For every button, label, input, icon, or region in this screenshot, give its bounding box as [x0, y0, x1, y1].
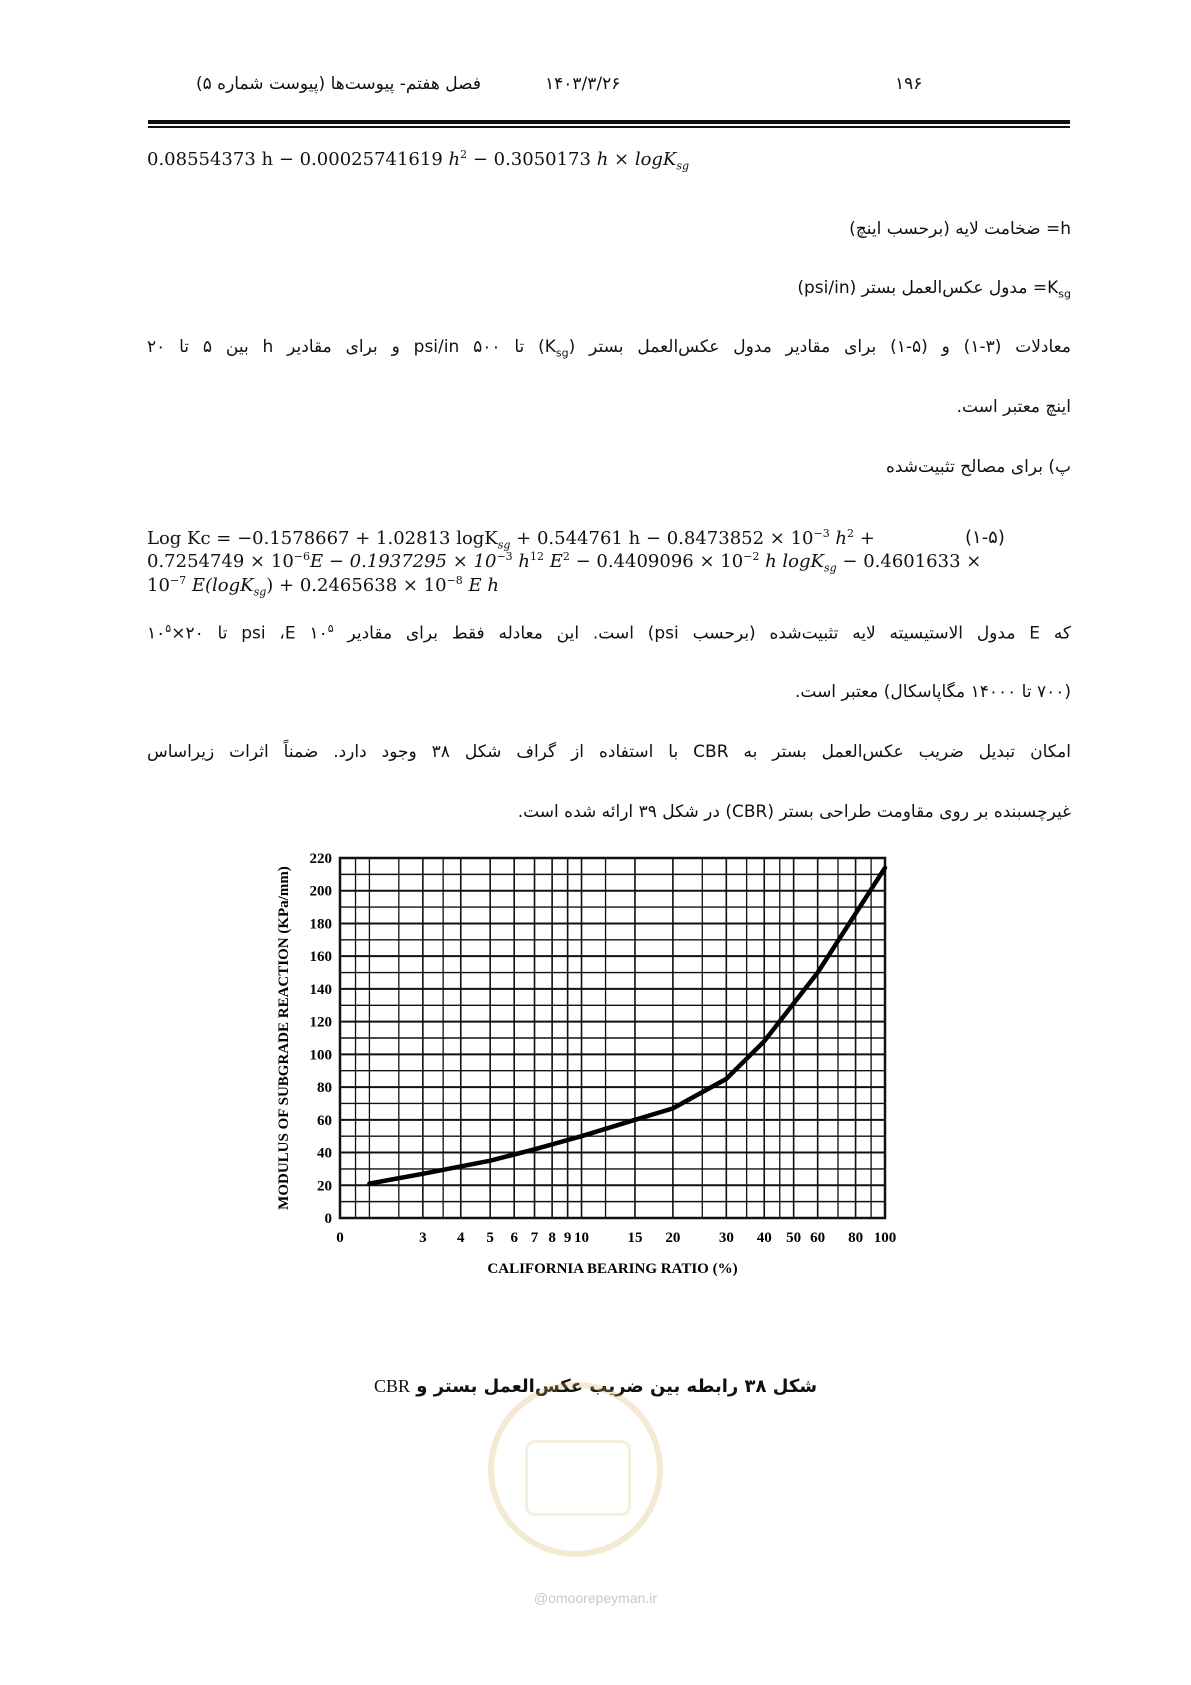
header-rule-thin — [148, 126, 1070, 128]
definition-ksg: $K_{sg}=$ مدول عکس‌العمل بستر (psi/in) — [797, 278, 1071, 301]
page-number: ۱۹۶ — [895, 74, 923, 94]
y-tick-label: 220 — [309, 851, 332, 867]
header-chapter: فصل هفتم- پیوست‌ها (پیوست شماره ۵) — [196, 74, 481, 94]
header-rule-thick — [148, 120, 1070, 124]
watermark-text: @omoorepeyman.ir — [533, 1590, 658, 1606]
x-tick-label: 7 — [530, 1230, 539, 1246]
definition-h: h= ضخامت لایه (برحسب اینچ) — [849, 219, 1071, 239]
x-tick-label: 100 — [873, 1230, 897, 1246]
equation-main-line-3: $10^{-7}$ $E(\log K_{sg}) + 0.2465638 \times 10^{-8}$ E h — [147, 574, 499, 599]
y-tick-label: 20 — [317, 1178, 332, 1195]
y-tick-label: 120 — [309, 1014, 332, 1031]
equation-continuation: 0.08554373 h − 0.00025741619 $h^2 - 0.3050173$ h × logK$_{sg}$ — [147, 148, 690, 173]
header-date: ۱۴۰۳/۳/۲۶ — [545, 74, 621, 94]
cbr-paragraph-line-2: غیرچسبنده بر روی مقاومت طراحی بستر (CBR) در شکل ۳۹ ارائه شده است. — [517, 802, 1071, 822]
stabilized-heading: پ) برای مصالح تثبیت‌شده — [885, 457, 1071, 477]
equation-main-line-1: Log Kc = −0.1578667 + 1.02813 logK$_{sg}$ + 0.544761 $h - 0.8473852 \times 10^{-3}$ $h^2$ + — [147, 527, 875, 552]
y-tick-label: 200 — [309, 883, 332, 900]
e-definition-line-2: (۷۰۰ تا ۱۴۰۰۰ مگاپاسکال) معتبر است. — [794, 682, 1071, 702]
x-tick-label: 8 — [548, 1230, 556, 1246]
y-axis-label: MODULUS OF SUBGRADE REACTION (KPa/mm) — [276, 866, 292, 1210]
validity-line-2: اینچ معتبر است. — [956, 397, 1071, 417]
cbr-paragraph-line-1: امکان تبدیل ضریب عکس‌العمل بستر به CBR با استفاده از گراف شکل ۳۸ وجود دارد. ضمناً اثرات زیراساس — [147, 742, 1071, 762]
x-tick-label: 9 — [563, 1230, 572, 1246]
y-tick-label: 60 — [317, 1112, 332, 1129]
x-tick-label: 3 — [419, 1230, 427, 1246]
x-tick-label: 60 — [810, 1230, 826, 1246]
equation-main-line-2: $0.7254749 \times 10^{-6}E - 0.1937295 \times 10^{-3}$ $h^{12}$ $E^2 - 0.4409096 \times 10^{-2}$ h logK$_{sg}$ − 0.4601633 × — [147, 550, 982, 575]
x-tick-label: 80 — [848, 1230, 864, 1246]
y-tick-label: 180 — [309, 916, 332, 933]
equation-number: (۱-۵) — [965, 527, 1005, 548]
y-tick-label: 80 — [317, 1080, 332, 1097]
y-tick-label: 0 — [324, 1211, 332, 1227]
y-tick-label: 100 — [309, 1047, 332, 1064]
y-tick-label: 140 — [309, 981, 332, 998]
cbr-modulus-chart — [260, 848, 920, 1348]
watermark-logo-inner — [525, 1440, 631, 1516]
x-tick-label: 5 — [486, 1230, 494, 1246]
validity-line-1: معادلات (۳-۱) و (۵-۱) برای مقادیر مدول عکس‌العمل بستر $(K_{sg})$ تا psi/in ۵۰۰ و برای مقادیر h بین ۵ تا ۲۰ — [147, 337, 1071, 360]
x-tick-label: 40 — [756, 1230, 772, 1246]
figure-caption: شکل ۳۸ رابطه بین ضریب عکس‌العمل بستر و CBR — [373, 1376, 818, 1397]
x-tick-label: 15 — [627, 1230, 643, 1246]
x-tick-label: 30 — [718, 1230, 734, 1246]
y-tick-label: 160 — [309, 949, 332, 966]
e-definition-line-1: که E مدول الاستیسیته لایه تثبیت‌شده (برحسب psi) است. این معادله فقط برای مقادیر psi ،E $۱۰^۵$ تا $۲۰\times ۱۰^۵$ — [147, 622, 1072, 644]
x-tick-label: 0 — [336, 1230, 344, 1246]
x-tick-label: 50 — [786, 1230, 802, 1246]
y-tick-label: 40 — [317, 1145, 332, 1162]
x-tick-label: 4 — [457, 1230, 465, 1246]
x-axis-label: CALIFORNIA BEARING RATIO (%) — [487, 1261, 738, 1277]
x-tick-label: 10 — [574, 1230, 590, 1246]
x-tick-label: 20 — [665, 1230, 681, 1246]
x-tick-label: 6 — [510, 1230, 518, 1246]
